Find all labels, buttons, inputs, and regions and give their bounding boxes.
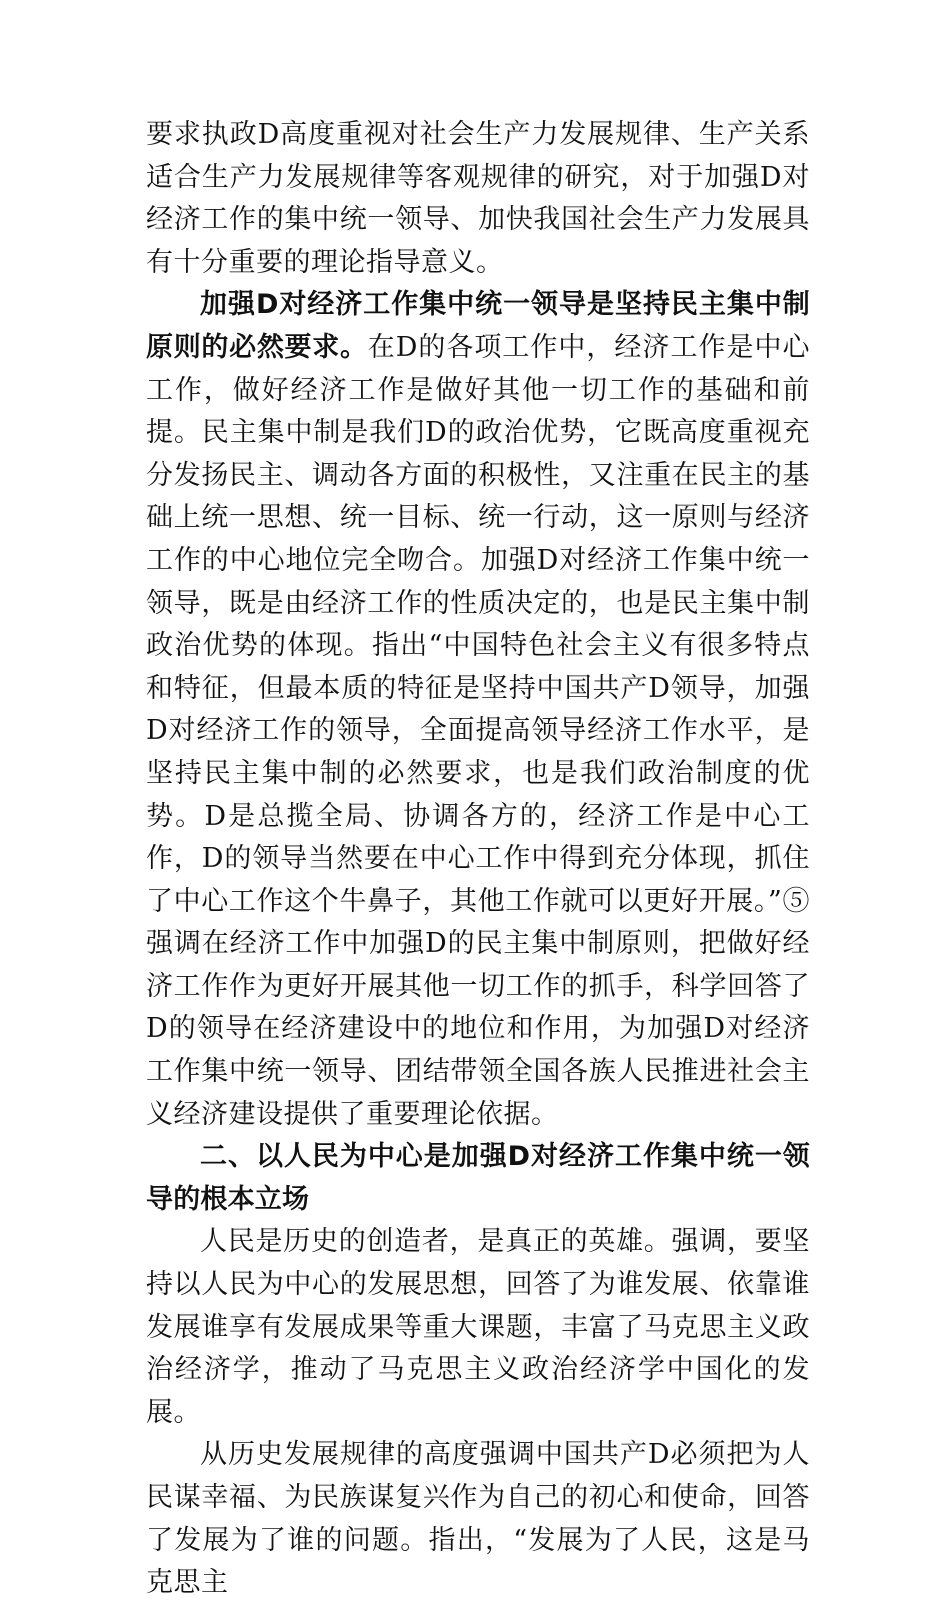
paragraph-continuation: 要求执政D高度重视对社会生产力发展规律、生产关系适合生产力发展规律等客观规律的研究，对于加强D对经济工作的集中统一领导、加快我国社会生产力发展具有十分重要的理论指导意义。 <box>146 119 810 278</box>
section-heading: 二、以人民为中心是加强D对经济工作集中统一领导的根本立场 <box>146 1141 810 1215</box>
document-body <box>146 114 810 1605</box>
paragraph-lead-sentence: 加强D对经济工作集中统一领导是坚持民主集中制原则的必然要求。 <box>146 289 810 363</box>
paragraph-people-centered: 人民是历史的创造者，是真正的英雄。强调，要坚持以人民为中心的发展思想，回答了为谁发展、依靠谁发展谁享有发展成果等重大课题，丰富了马克思主义政治经济学，推动了马克思主义政治经济学中国化的发展。 <box>146 1226 810 1428</box>
paragraph-democratic-centralism <box>146 284 810 1136</box>
paragraph-historical-law: 从历史发展规律的高度强调中国共产D必须把为人民谋幸福、为民族谋复兴作为自己的初心和使命，回答了发展为了谁的问题。指出，“发展为了人民，这是马克思主 <box>146 1439 810 1599</box>
paragraph-body-text: 在D的各项工作中，经济工作是中心工作，做好经济工作是做好其他一切工作的基础和前提。民主集中制是我们D的政治优势，它既高度重视充分发扬民主、调动各方面的积极性，又注重在民主的基础上统一思想、统一目标、统一行动，这一原则与经济工作的中心地位完全吻合。加强D对经济工作集中统一领导，既是由经济工作的性质决定的，也是民主集中制政治优势的体现。指出“中国特色社会主义有很多特点和特征，但最本质的特征是坚持中国共产D领导，加强D对经济工作的领导，全面提高领导经济工作水平，是坚持民主集中制的必然要求，也是我们政治制度的优势。D是总揽全局、协调各方的，经济工作是中心工作，D的领导当然要在中心工作中得到充分体现，抓住了中心工作这个牛鼻子，其他工作就可以更好开展。”⑤强调在经济工作中加强D的民主集中制原则，把做好经济工作作为更好开展其他一切工作的抓手，科学回答了D的领导在经济建设中的地位和作用，为加强D对经济工作集中统一领导、团结带领全国各族人民推进社会主义经济建设提供了重要理论依据。 <box>146 331 810 1130</box>
